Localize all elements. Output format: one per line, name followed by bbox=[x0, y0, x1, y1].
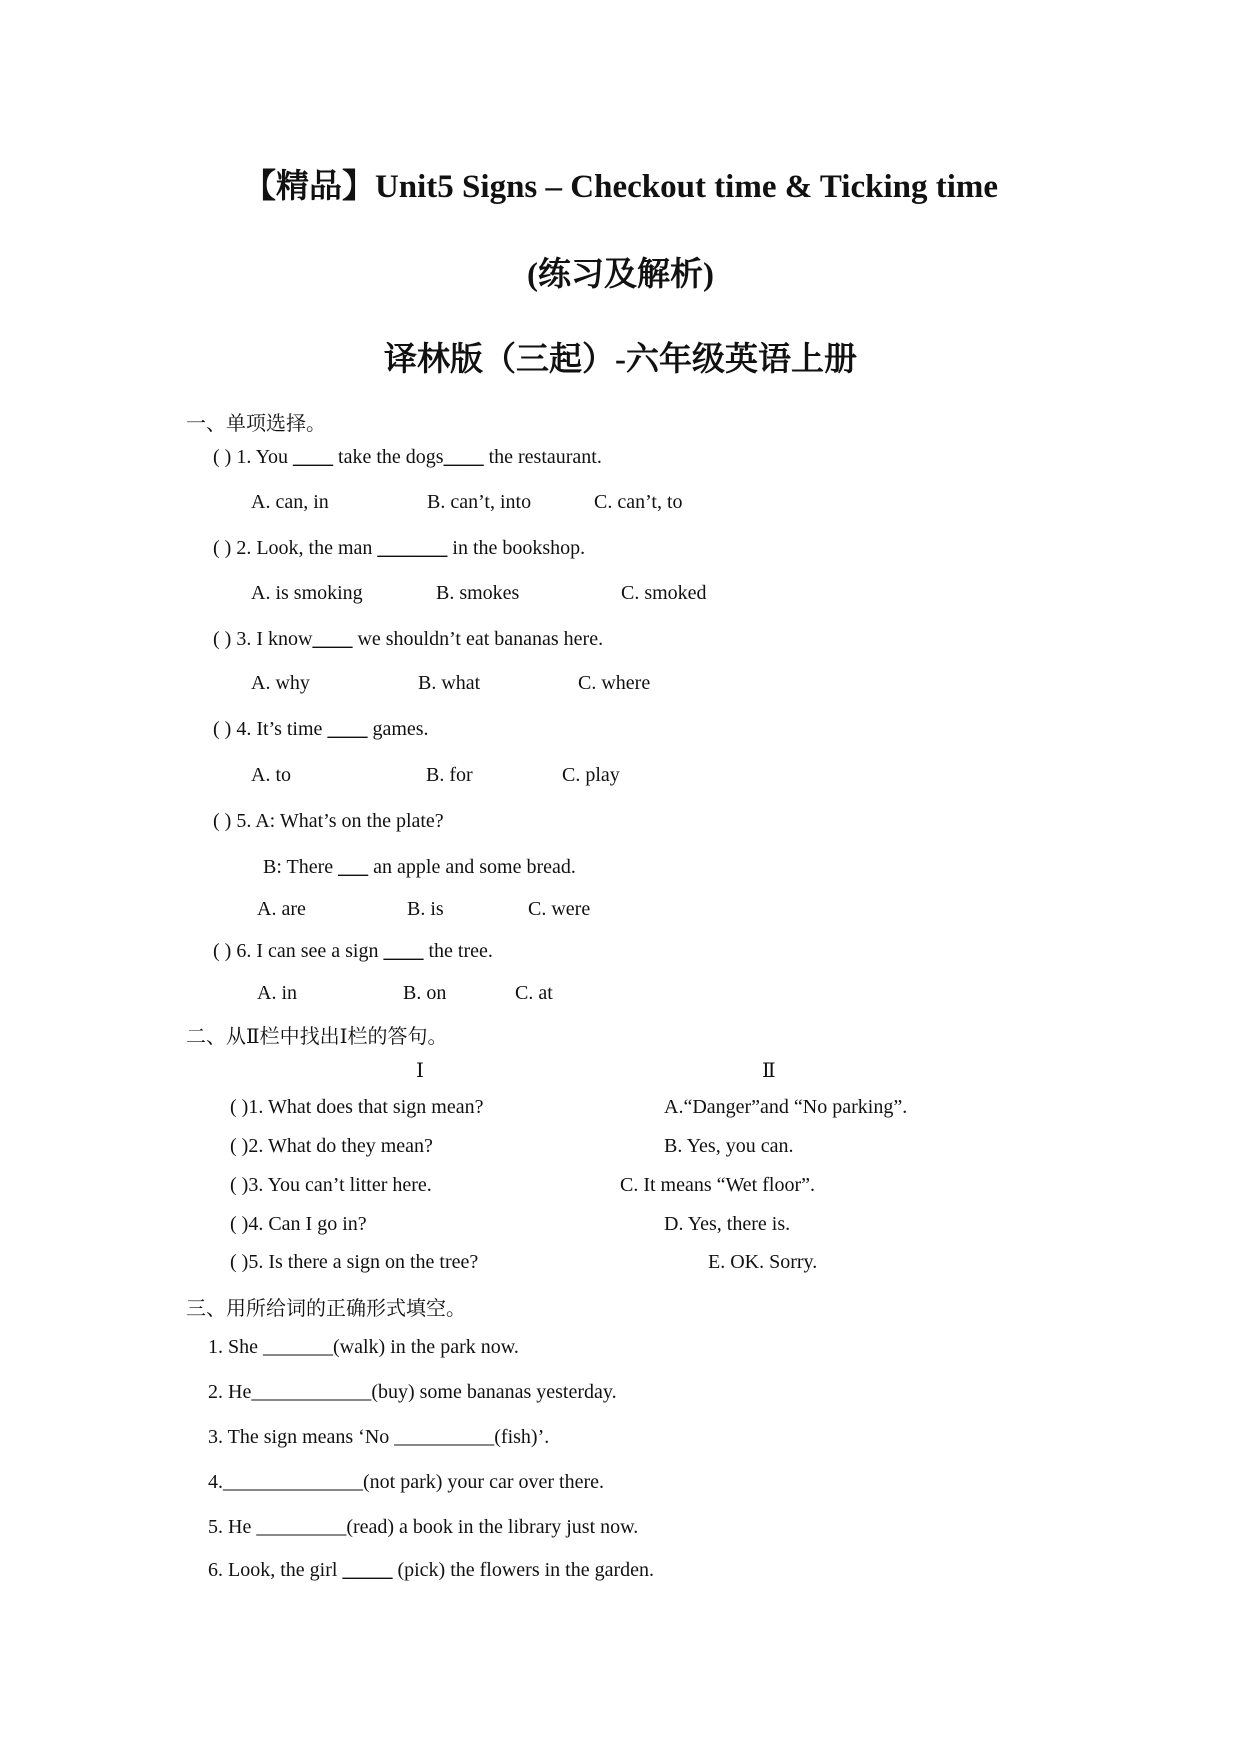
q4-option-c: C. play bbox=[562, 764, 620, 786]
question-5: ( ) 5. A: What’s on the plate? bbox=[213, 810, 444, 832]
q2-option-a: A. is smoking bbox=[251, 582, 363, 604]
q3-option-b: B. what bbox=[418, 672, 481, 694]
q2-option-b: B. smokes bbox=[436, 582, 520, 604]
section3-heading: 三、用所给词的正确形式填空。 bbox=[186, 1298, 466, 1320]
match-right-a: A.“Danger”and “No parking”. bbox=[664, 1096, 908, 1118]
title-line-1: 【精品】Unit5 Signs – Checkout time & Ticking time bbox=[242, 169, 999, 205]
q6-option-c: C. at bbox=[515, 982, 553, 1004]
fill-item-1: 1. She _______(walk) in the park now. bbox=[208, 1336, 519, 1358]
title-line-3: 译林版（三起）-六年级英语上册 bbox=[384, 342, 857, 378]
q1-option-c: C. can’t, to bbox=[594, 491, 683, 513]
column-1-heading: Ⅰ bbox=[416, 1060, 424, 1082]
match-left-5: ( )5. Is there a sign on the tree? bbox=[230, 1251, 479, 1273]
question-6: ( ) 6. I can see a sign ____ the tree. bbox=[213, 940, 493, 962]
q1-option-b: B. can’t, into bbox=[427, 491, 532, 513]
q3-option-c: C. where bbox=[578, 672, 651, 694]
question-4: ( ) 4. It’s time ____ games. bbox=[213, 718, 429, 740]
question-3: ( ) 3. I know____ we shouldn’t eat bananas here. bbox=[213, 628, 604, 650]
q4-option-b: B. for bbox=[426, 764, 473, 786]
q1-option-a: A. can, in bbox=[251, 491, 329, 513]
match-right-b: B. Yes, you can. bbox=[664, 1135, 794, 1157]
column-2-heading: Ⅱ bbox=[762, 1060, 776, 1082]
section2-heading: 二、从Ⅱ栏中找出Ⅰ栏的答句。 bbox=[186, 1026, 448, 1048]
q5-option-a: A. are bbox=[257, 898, 306, 920]
fill-item-2: 2. He____________(buy) some bananas yesterday. bbox=[208, 1381, 617, 1403]
question-1: ( ) 1. You ____ take the dogs____ the restaurant. bbox=[213, 446, 602, 468]
match-right-d: D. Yes, there is. bbox=[664, 1213, 791, 1235]
fill-item-3: 3. The sign means ‘No __________(fish)’. bbox=[208, 1426, 550, 1448]
question-2: ( ) 2. Look, the man _______ in the bookshop. bbox=[213, 537, 586, 559]
q2-option-c: C. smoked bbox=[621, 582, 707, 604]
fill-item-5: 5. He _________(read) a book in the library just now. bbox=[208, 1516, 639, 1538]
q6-option-a: A. in bbox=[257, 982, 297, 1004]
fill-item-6: 6. Look, the girl _____ (pick) the flowers in the garden. bbox=[208, 1559, 655, 1581]
q4-option-a: A. to bbox=[251, 764, 291, 786]
match-left-1: ( )1. What does that sign mean? bbox=[230, 1096, 484, 1118]
fill-item-4: 4.______________(not park) your car over there. bbox=[208, 1471, 604, 1493]
q3-option-a: A. why bbox=[251, 672, 310, 694]
title-line-2: (练习及解析) bbox=[527, 257, 714, 293]
match-right-c: C. It means “Wet floor”. bbox=[620, 1174, 815, 1196]
q5-option-b: B. is bbox=[407, 898, 444, 920]
match-right-e: E. OK. Sorry. bbox=[708, 1251, 818, 1273]
q5-option-c: C. were bbox=[528, 898, 591, 920]
section1-heading: 一、单项选择。 bbox=[186, 413, 326, 435]
question-5-line-2: B: There ___ an apple and some bread. bbox=[263, 856, 576, 878]
match-left-4: ( )4. Can I go in? bbox=[230, 1213, 367, 1235]
match-left-3: ( )3. You can’t litter here. bbox=[230, 1174, 432, 1196]
q6-option-b: B. on bbox=[403, 982, 447, 1004]
match-left-2: ( )2. What do they mean? bbox=[230, 1135, 433, 1157]
